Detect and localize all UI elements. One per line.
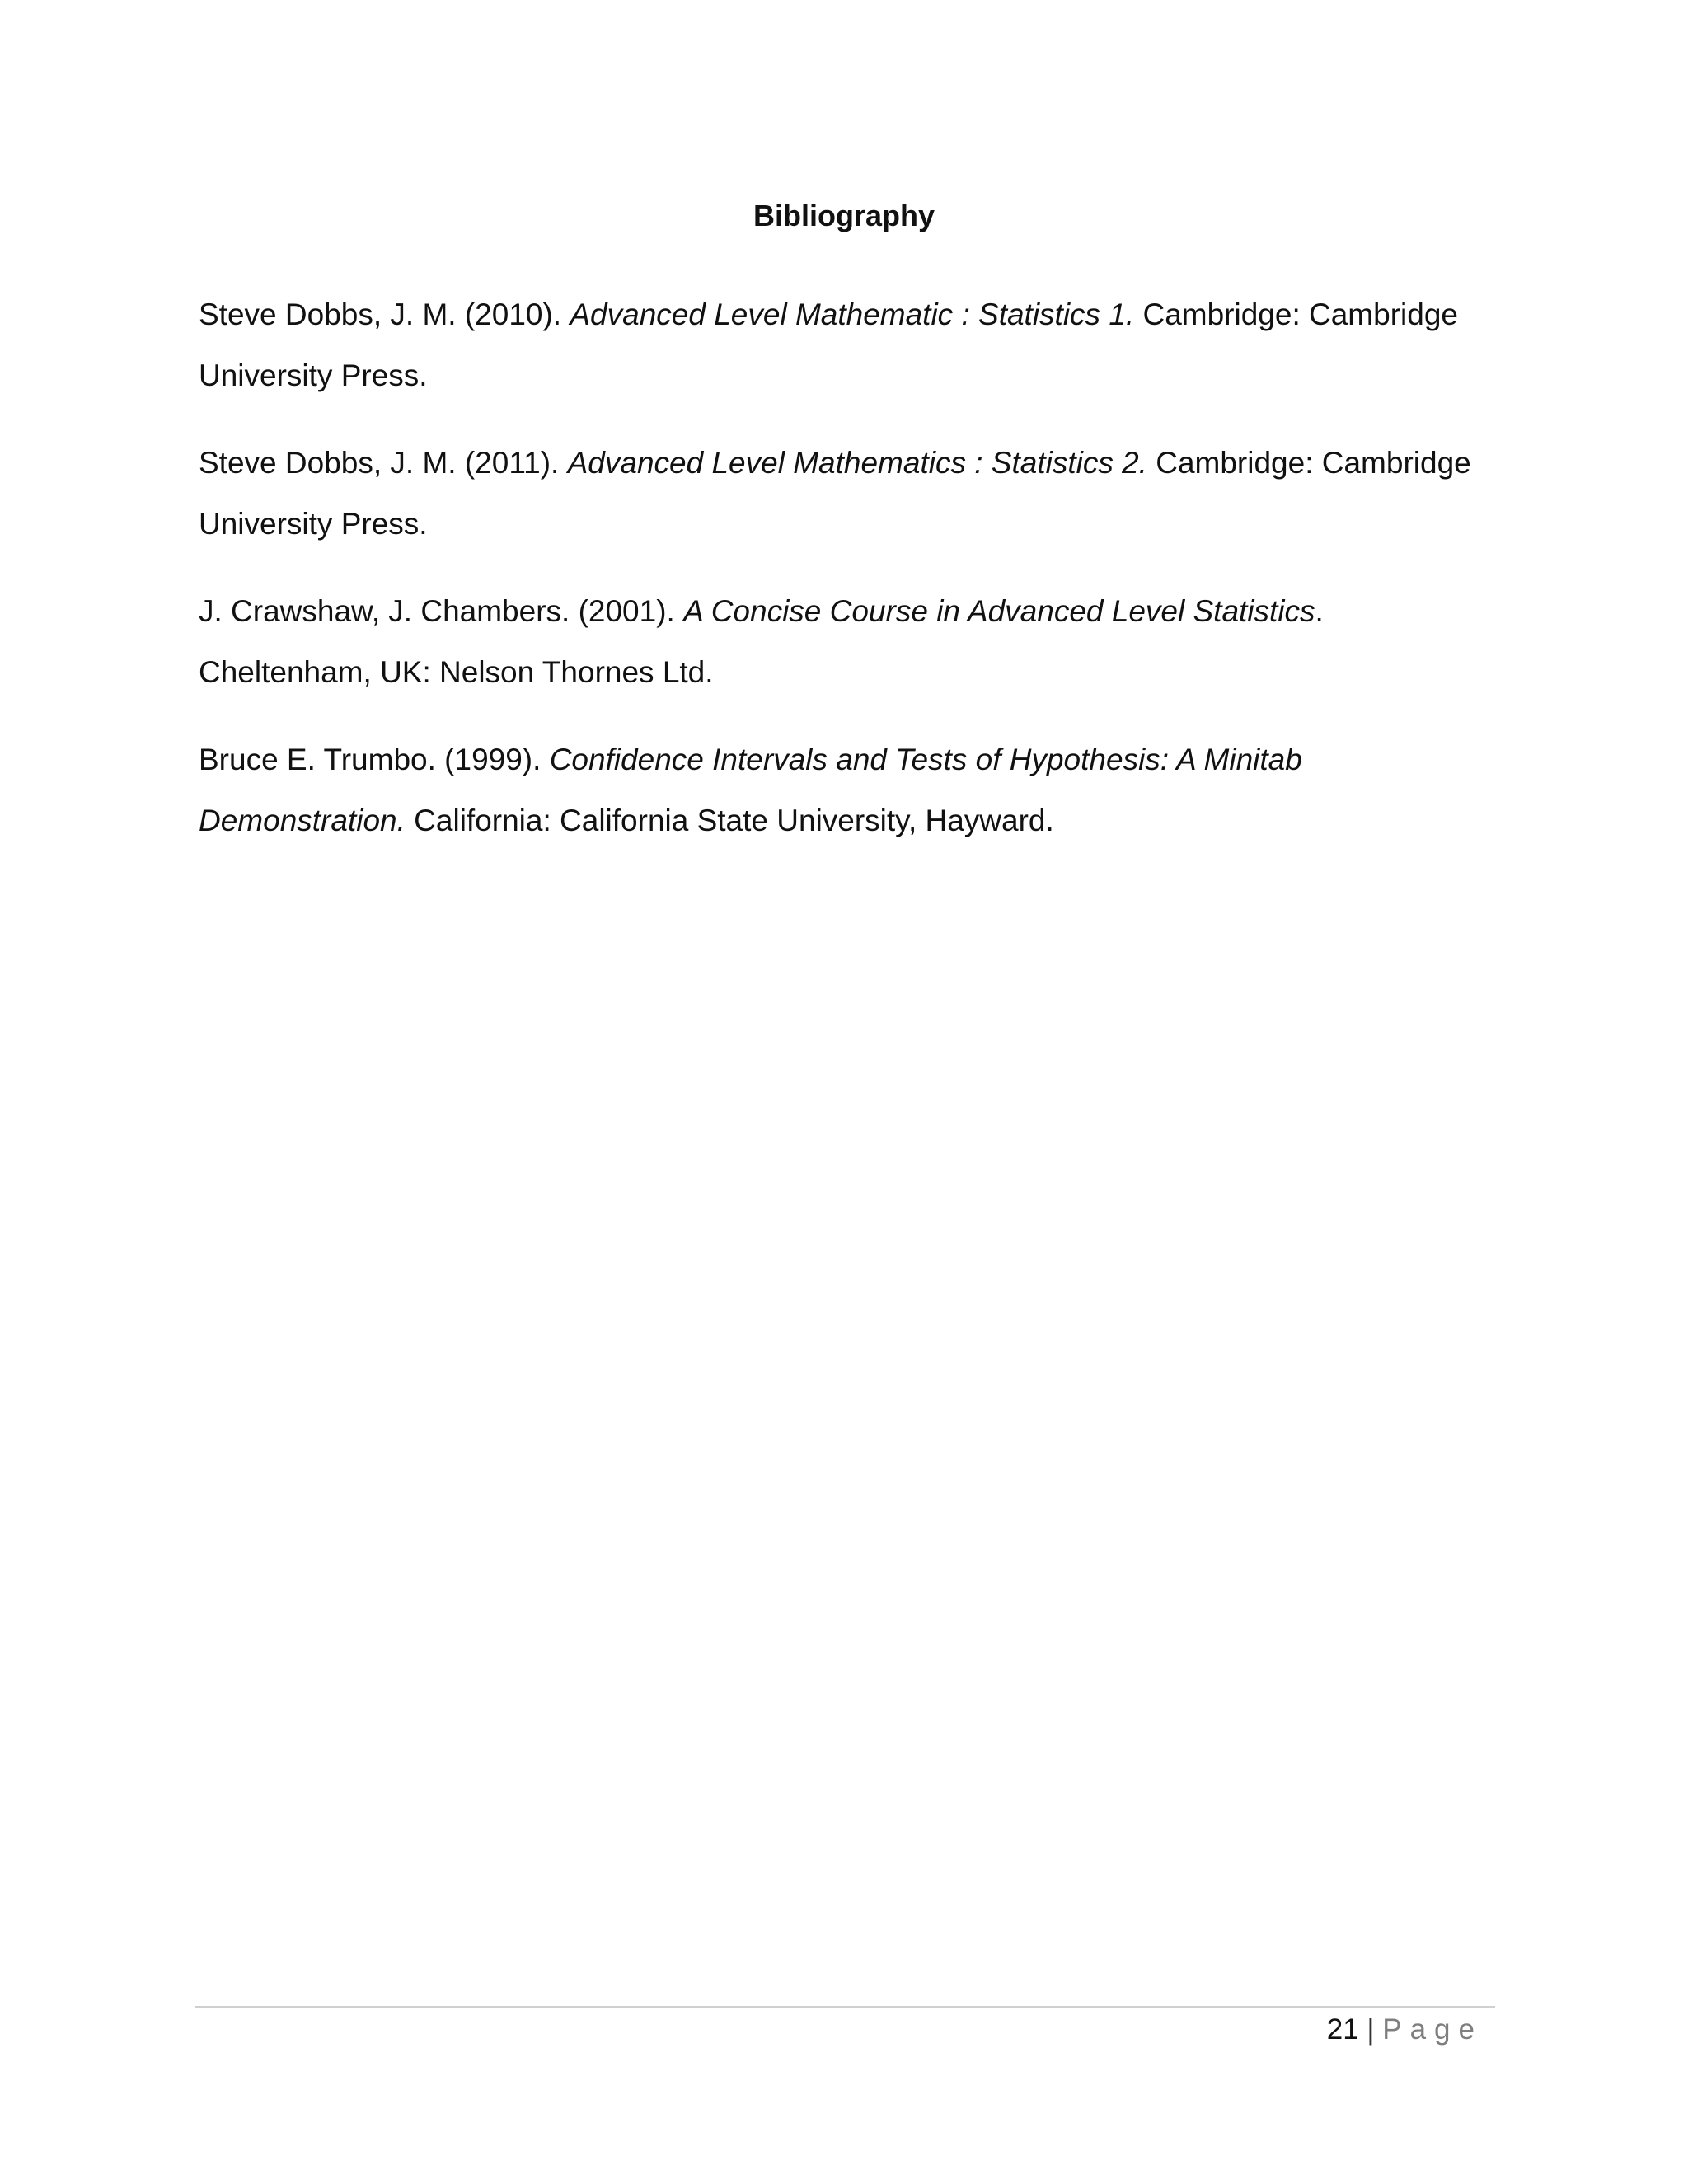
bibliography-entry	[199, 433, 1484, 555]
bibliography-entry	[199, 729, 1484, 851]
bibliography-entry	[199, 284, 1484, 406]
bibliography-entry	[199, 581, 1484, 703]
entry-publisher: California: California State University, Hayward.	[405, 804, 1054, 837]
entry-authors: Steve Dobbs, J. M. (2010).	[199, 298, 570, 331]
page-label: Page	[1382, 2013, 1483, 2046]
footer-divider	[195, 2006, 1495, 2008]
footer-separator: |	[1367, 2013, 1375, 2046]
page-title: Bibliography	[753, 199, 935, 232]
bibliography-list	[199, 284, 1484, 878]
entry-publisher: . Cheltenham, UK: Nelson Thornes Ltd.	[199, 594, 1324, 689]
entry-title: Confidence Intervals and Tests of Hypothesis: A Minitab Demonstration.	[199, 743, 1302, 837]
entry-title: Advanced Level Mathematics : Statistics 2.	[567, 446, 1147, 480]
page-number: 21	[1326, 2013, 1359, 2046]
page-footer	[1327, 2005, 1483, 2055]
entry-title: Advanced Level Mathematic : Statistics 1.	[570, 298, 1135, 331]
entry-title: A Concise Course in Advanced Level Statistics	[683, 594, 1315, 628]
entry-authors: Steve Dobbs, J. M. (2011).	[199, 446, 568, 480]
entry-publisher: Cambridge: Cambridge University Press.	[199, 446, 1471, 541]
entry-publisher: Cambridge: Cambridge University Press.	[199, 298, 1458, 392]
entry-authors: Bruce E. Trumbo. (1999).	[199, 743, 550, 776]
entry-authors: J. Crawshaw, J. Chambers. (2001).	[199, 594, 684, 628]
